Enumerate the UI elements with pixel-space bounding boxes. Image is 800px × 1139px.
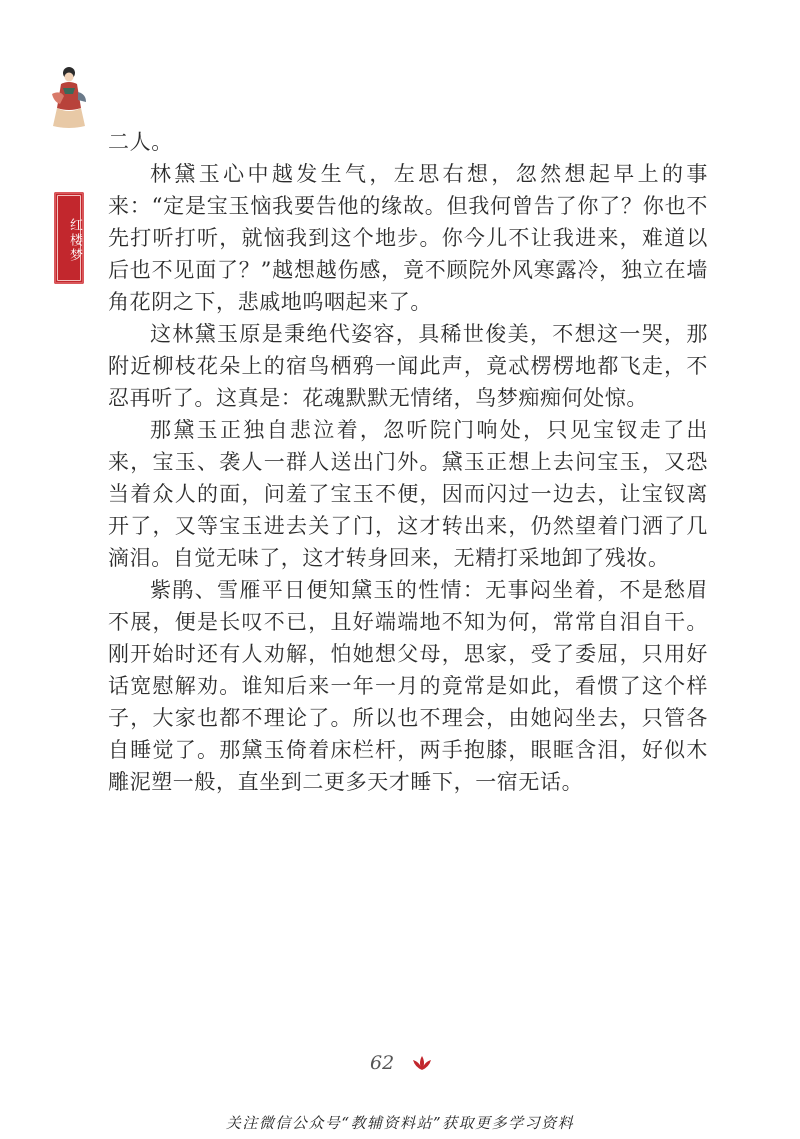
paragraph: 林黛玉心中越发生气，左思右想，忽然想起早上的事来：“定是宝玉恼我要告他的缘故。但我何曾告了你了？你也不先打听打听，就恼我到这个地步。你今儿不让我进来，难道以后也不见面了？”越想越伤感，竟不顾院外风寒露冷，独立在墙角花阴之下，悲戚地呜咽起来了。 bbox=[108, 162, 708, 314]
side-tab bbox=[54, 192, 84, 284]
paragraph: 那黛玉正独自悲泣着，忽听院门响处，只见宝钗走了出来，宝玉、袭人一群人送出门外。黛玉正想上去问宝玉，又恐当着众人的面，问羞了宝玉不便，因而闪过一边去，让宝钗离开了，又等宝玉进去关了门，这才转出来，仍然望着门洒了几滴泪。自觉无味了，这才转身回来，无精打采地卸了残妆。 bbox=[108, 418, 708, 570]
page-footer bbox=[360, 1052, 450, 1078]
paragraph: 这林黛玉原是秉绝代姿容，具稀世俊美，不想这一哭，那附近柳枝花朵上的宿鸟栖鸦一闻此声，竟忒楞楞地都飞走，不忍再听了。这真是：花魂默默无情绪，鸟梦痴痴何处惊。 bbox=[108, 322, 708, 410]
lady-figure-icon bbox=[48, 64, 90, 130]
chapter-decoration bbox=[46, 64, 92, 263]
paragraph: 二人。 bbox=[108, 130, 173, 154]
promo-note: 关注微信公众号“教辅资料站”获取更多学习资料 bbox=[225, 1114, 575, 1132]
body-text bbox=[108, 126, 708, 798]
paragraph: 紫鹃、雪雁平日便知黛玉的性情：无事闷坐着，不是愁眉不展，便是长叹不已，且好端端地不知为何，常常自泪自干。刚开始时还有人劝解，怕她想父母，思家，受了委屈，只用好话宽慰解劝。谁知后来一年一月的竟常是如此，看惯了这个样子，大家也都不理论了。所以也不理会，由她闷坐去，只管各自睡觉了。那黛玉倚着床栏杆，两手抱膝，眼眶含泪，好似木雕泥塑一般，直坐到二更多天才睡下，一宿无话。 bbox=[108, 578, 708, 794]
page-number: 62 bbox=[370, 1052, 395, 1074]
lotus-ornament-icon bbox=[412, 1055, 432, 1071]
side-tab-label: 红楼梦 bbox=[67, 217, 82, 263]
